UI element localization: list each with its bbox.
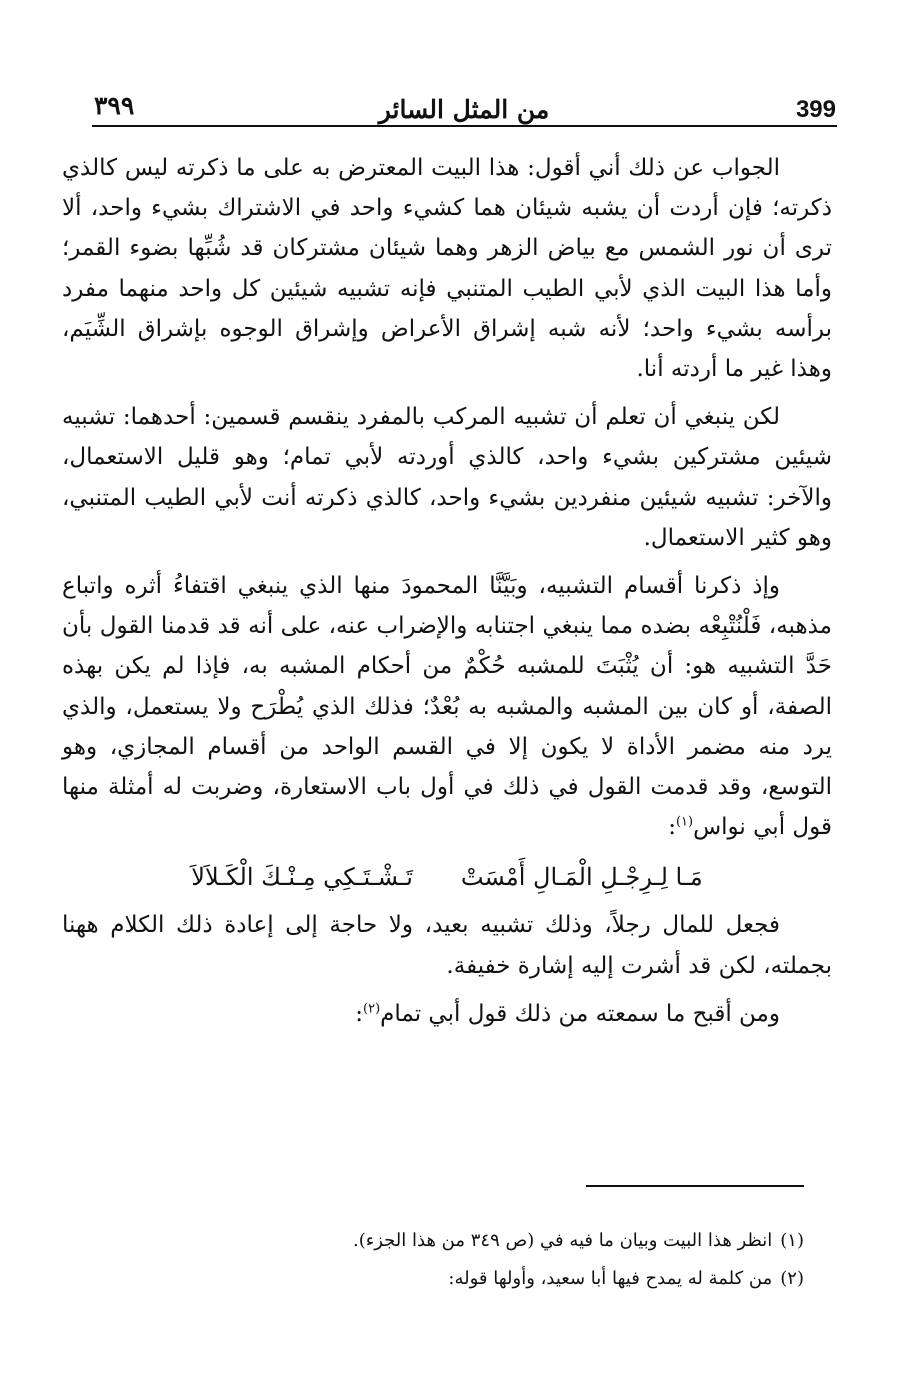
footnote-reference-2: (٢) [363, 1001, 381, 1017]
paragraph-4: فجعل للمال رجلاً، وذلك تشبيه بعيد، ولا حاجة إلى إعادة ذلك الكلام ههنا بجملته، لكن قد أشرت إليه إشارة خفيفة. [62, 912, 832, 979]
footnote-rule [586, 1185, 804, 1187]
page-number-latin: 399 [795, 96, 836, 123]
paragraph-3 [62, 566, 832, 847]
verse-hemistich-2: تَـشْـتَـكِي مِـنْـكَ الْكَـلاَلاَ [191, 863, 413, 892]
page-header [92, 84, 836, 124]
footnote-reference-1: (١) [675, 814, 694, 830]
paragraph-5-text: ومن أقبح ما سمعته من ذلك قول أبي تمام [380, 1000, 780, 1027]
footnote-2 [92, 1260, 804, 1298]
paragraph-3-text: وإذ ذكرنا أقسام التشبيه، وبَيَّنَّا المحمودَ منها الذي ينبغي اقتفاءُ أثره واتباع مذهبه، فَلْنُتْبِعْه بضده مما ينبغي اجتنابه والإضراب عنه، على أنه قد قدمنا القول بأن حَدَّ التشبيه هو: أن يُثْبَتَ للمشبه حُكْمٌ من أحكام المشبه به، فإذا لم يكن بهذه الصفة، أو كان بين المشبه والمشبه به بُعْدٌ؛ فذلك الذي يُطْرَح ولا يستعمل، والذي يرد منه مضمر الأداة لا يكون إلا في القسم الواحد من أقسام المجازي، وهو التوسع، وقد قدمت القول في ذلك في أول باب الاستعارة، وضربت له أمثلة منها قول أبي نواس [62, 573, 832, 841]
paragraph-5 [62, 994, 832, 1034]
paragraph-1: الجواب عن ذلك أني أقول: هذا البيت المعترض به على ما ذكرته ليس كالذي ذكرته؛ فإن أردت أن يشبه شيئان هما كشيء واحد في الاشتراك بشيء واحد، ألا ترى أن نور الشمس مع بياض الزهر وهما شيئان مشتركان قد شُبِّها بضوء القمر؛ وأما هذا البيت الذي لأبي الطيب المتنبي فإنه تشبيه شيئين كل واحد منهما مفرد برأسه بشيء واحد؛ لأنه شبه إشراق الأعراض وإشراق الوجوه بإشراق الشِّيَم، وهذا غير ما أردته أنا. [62, 155, 833, 383]
poem-verse [62, 855, 832, 899]
footnote-1-marker: (١) [780, 1230, 804, 1251]
header-rule [92, 125, 837, 127]
footnote-1 [92, 1222, 804, 1260]
running-title: من المثل السائر [378, 95, 550, 124]
paragraph-3-colon: : [668, 814, 676, 841]
footnote-1-text: انظر هذا البيت وبيان ما فيه في (ص ٣٤٩ من هذا الجزء). [353, 1230, 773, 1251]
footnotes [92, 1222, 804, 1298]
paragraph-5-colon: : [355, 1000, 364, 1027]
verse-hemistich-1: مَـا لِـرِجْـلِ الْمَـالِ أَمْسَتْ [460, 863, 703, 892]
footnote-2-marker: (٢) [780, 1268, 804, 1289]
main-text [62, 148, 832, 1042]
paragraph-2: لكن ينبغي أن تعلم أن تشبيه المركب بالمفرد ينقسم قسمين: أحدهما: تشبيه شيئين مشتركين بشيء واحد، كالذي أوردته لأبي تمام؛ وهو قليل الاستعمال، والآخر: تشبيه شيئين منفردين بشيء واحد، كالذي ذكرته أنت لأبي الطيب المتنبي، وهو كثير الاستعمال. [62, 404, 832, 551]
footnote-2-text: من كلمة له يمدح فيها أبا سعيد، وأولها قوله: [448, 1268, 773, 1289]
page-number-arabic: ٣٩٩ [94, 91, 135, 120]
